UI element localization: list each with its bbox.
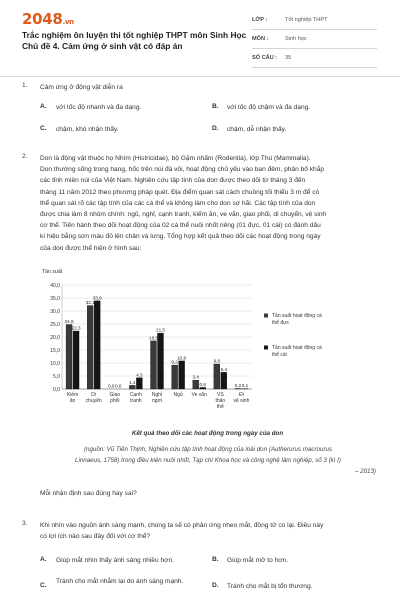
question-line: Don là động vật thuộc họ Nhím (Histricidae), bộ Gặm nhấm (Rodentia), lớp Thú (Mammalia). bbox=[40, 155, 311, 162]
x-tick-label: tranh bbox=[130, 398, 142, 404]
question-line: Khi nhìn vào nguồn ánh sáng mạnh, chúng ta sẽ có phản ứng nheo mắt, đồng tử co lại. Điều này bbox=[40, 522, 324, 529]
bar-female bbox=[158, 333, 164, 389]
option-letter[interactable]: A. bbox=[40, 556, 47, 563]
bar-male bbox=[66, 325, 72, 389]
x-tick-label: Di bbox=[91, 392, 97, 398]
option-b[interactable]: với tốc độ chậm và đa dạng. bbox=[227, 104, 311, 111]
question-line: tháng 11 năm 2012 theo phương pháp quét. Địa điểm quan sát cách chuồng tối thiểu 3 m để có bbox=[40, 188, 320, 196]
data-label: 0,0 bbox=[115, 383, 122, 389]
bar-male bbox=[129, 385, 135, 389]
x-tick-label: Kiếm bbox=[66, 392, 79, 398]
question-number: 3. bbox=[22, 520, 28, 527]
x-tick-label: thể bbox=[216, 404, 224, 410]
x-tick-label: Đi bbox=[239, 392, 244, 398]
source-line: (nguồn: Vũ Tiến Thịnh, Nghiên cứu tập tính hoạt động của loài don (Autherurus macrourus bbox=[83, 446, 333, 453]
data-label: 21,5 bbox=[156, 327, 165, 333]
bar-female bbox=[94, 301, 100, 389]
site-logo[interactable] bbox=[22, 10, 74, 28]
bar-male bbox=[193, 380, 199, 389]
legend-swatch bbox=[264, 314, 268, 318]
bar-male bbox=[87, 306, 93, 389]
question-line: của don được thể hiện ở hình sau: bbox=[40, 244, 142, 252]
meta-value: Sinh học bbox=[285, 36, 307, 42]
legend-label: Tần suất hoạt động cá bbox=[272, 313, 322, 319]
bar-female bbox=[200, 387, 206, 389]
option-letter[interactable]: B. bbox=[212, 103, 219, 110]
legend-label: thể cái bbox=[272, 352, 287, 358]
question-line: cơ thể. Tiến hành theo dõi hoạt động của 02 cá thể nuôi nhốt riêng (01 đực, 01 cái) có đánh dấu bbox=[40, 222, 321, 230]
question-line: kí hiệu bằng sơn màu đỏ lên chân và lưng. Tổng hợp kết quả theo dõi các hoạt động trong ngày bbox=[40, 233, 321, 241]
x-tick-label: ăn bbox=[69, 398, 76, 404]
y-tick-label: 35,0 bbox=[50, 295, 60, 302]
option-b[interactable]: Giúp mắt mở to hơn. bbox=[227, 557, 289, 564]
y-tick-label: 15,0 bbox=[50, 347, 60, 354]
legend-label: thể đực bbox=[272, 320, 289, 326]
data-label: 4,3 bbox=[136, 372, 143, 378]
meta-row-grade bbox=[252, 11, 377, 30]
activity-chart bbox=[40, 265, 375, 425]
question-line: được chia làm 8 nhóm chính: ngủ, nghỉ, cạnh tranh, kiếm ăn, ve vãn, giao phối, di chuyển, vệ sinh bbox=[40, 211, 327, 219]
legend-swatch bbox=[264, 346, 268, 350]
chart-caption: Kết quả theo dõi các hoạt động trong ngày của don bbox=[131, 430, 284, 437]
bar-male bbox=[151, 341, 157, 389]
bar-female bbox=[179, 361, 185, 389]
option-a[interactable]: với tốc độ nhanh và đa dạng. bbox=[56, 104, 142, 111]
option-c[interactable]: Tránh cho mắt nhắm lại do ánh sáng mạnh. bbox=[56, 578, 184, 585]
x-tick-label: Giao bbox=[109, 392, 121, 398]
question-body bbox=[40, 153, 380, 254]
x-tick-label: thân bbox=[215, 398, 226, 404]
data-label: 6,4 bbox=[220, 366, 228, 372]
bar-male bbox=[235, 388, 241, 389]
data-label: 3,4 bbox=[192, 374, 199, 380]
option-letter[interactable]: B. bbox=[212, 556, 219, 563]
question-line: các tỉnh miền núi của Việt Nam. Nghiên cứu tập tính của don được theo dõi từ tháng 3 đến bbox=[40, 177, 306, 185]
option-letter[interactable]: C. bbox=[40, 582, 47, 589]
x-tick-label: Ngủ bbox=[173, 392, 183, 398]
logo-text: 2048 bbox=[22, 10, 63, 28]
x-tick-label: phối bbox=[110, 398, 120, 404]
meta-row-count bbox=[252, 49, 377, 68]
option-a[interactable]: Giúp mắt nhìn thấy ánh sáng nhiều hơn. bbox=[56, 557, 174, 564]
x-tick-label: VS bbox=[216, 392, 224, 398]
document-meta bbox=[252, 11, 377, 68]
data-label: 9,2 bbox=[171, 359, 178, 365]
data-label: 0,1 bbox=[241, 383, 249, 389]
option-letter[interactable]: D. bbox=[212, 125, 219, 132]
y-tick-label: 25,0 bbox=[50, 321, 60, 328]
question-text: Cảm ứng ở động vật diễn ra bbox=[40, 84, 123, 91]
legend-label: Tần suất hoạt động cá bbox=[272, 345, 322, 351]
y-tick-label: 0,0 bbox=[53, 386, 60, 393]
x-tick-label: vệ sinh bbox=[233, 398, 250, 404]
y-tick-label: 5,0 bbox=[53, 373, 60, 380]
x-tick-label: Cạnh bbox=[129, 392, 142, 398]
meta-value: Tốt nghiệp THPT bbox=[285, 17, 328, 23]
header-divider bbox=[0, 76, 400, 77]
question-line: Don thường sống trong hang, hốc trên núi đá vôi, hoạt động chủ yếu vào ban đêm, phân bố khắp bbox=[40, 166, 325, 174]
meta-key: LỚP : bbox=[252, 17, 268, 23]
document-title: Trắc nghiệm ôn luyện thi tốt nghiệp THPT môn Sinh Học Chủ đề 4. Cảm ứng ở sinh vật có đáp án bbox=[22, 30, 247, 51]
meta-value: 35 bbox=[285, 55, 292, 61]
bar-female bbox=[73, 331, 79, 389]
y-tick-label: 40,0 bbox=[50, 282, 60, 289]
question-line: thể quan sát rõ các tập tính của các cá thể và không làm cho don sợ hãi. Các tập tính của don bbox=[40, 199, 316, 207]
data-label: 24,8 bbox=[64, 319, 74, 325]
bar-female bbox=[136, 378, 142, 389]
data-label: 0,6 bbox=[199, 381, 206, 387]
option-d[interactable]: Tránh cho mắt bị tổn thương. bbox=[227, 583, 313, 590]
source-line: – 2013) bbox=[355, 468, 376, 475]
bar-female bbox=[221, 372, 227, 389]
data-label: 1,4 bbox=[129, 379, 136, 385]
x-tick-label: ngơi bbox=[152, 398, 162, 404]
option-c[interactable]: chậm, khó nhận thấy. bbox=[56, 126, 119, 133]
option-letter[interactable]: D. bbox=[212, 582, 219, 589]
y-axis-title: Tần suất bbox=[42, 269, 63, 275]
meta-row-subject bbox=[252, 30, 377, 49]
data-label: 9,6 bbox=[213, 358, 221, 364]
bar-male bbox=[172, 365, 178, 389]
bar-chart bbox=[40, 265, 375, 425]
data-label: 22,3 bbox=[71, 325, 81, 331]
meta-key: MÔN : bbox=[252, 36, 269, 42]
meta-key: SỐ CÂU : bbox=[252, 55, 278, 61]
y-tick-label: 10,0 bbox=[50, 360, 60, 367]
question-number: 2. bbox=[22, 153, 28, 160]
option-d[interactable]: chậm, dễ nhận thấy. bbox=[227, 126, 287, 133]
question-prompt: Mỗi nhận định sau đúng hay sai? bbox=[40, 490, 137, 497]
x-tick-label: Nghỉ bbox=[151, 392, 163, 398]
page-header bbox=[0, 0, 400, 68]
x-tick-label: Ve vãn bbox=[191, 392, 207, 398]
logo-suffix: .vn bbox=[62, 18, 74, 26]
data-label: 0,2 bbox=[234, 382, 242, 388]
source-citation bbox=[40, 444, 376, 477]
bar-male bbox=[214, 364, 220, 389]
y-tick-label: 30,0 bbox=[50, 308, 60, 315]
question-body bbox=[40, 520, 380, 542]
y-tick-label: 20,0 bbox=[50, 334, 60, 341]
question-line: có lợi ích nào sau đây đối với cơ thể? bbox=[40, 533, 151, 541]
data-label: 18,5 bbox=[149, 335, 158, 341]
data-label: 0,0 bbox=[108, 383, 115, 389]
data-label: 32,1 bbox=[85, 300, 95, 306]
data-label: 10,8 bbox=[177, 355, 187, 361]
x-tick-label: chuyển bbox=[85, 398, 102, 404]
data-label: 33,9 bbox=[92, 295, 102, 301]
source-line: Linnaeus, 1758) trong điều kiện nuôi nhốt, Tạp chí Khoa học và công nghệ lâm nghiệp, số 3 (kì I) bbox=[75, 457, 341, 464]
option-letter[interactable]: C. bbox=[40, 125, 47, 132]
option-letter[interactable]: A. bbox=[40, 103, 47, 110]
question-number: 1. bbox=[22, 82, 28, 89]
